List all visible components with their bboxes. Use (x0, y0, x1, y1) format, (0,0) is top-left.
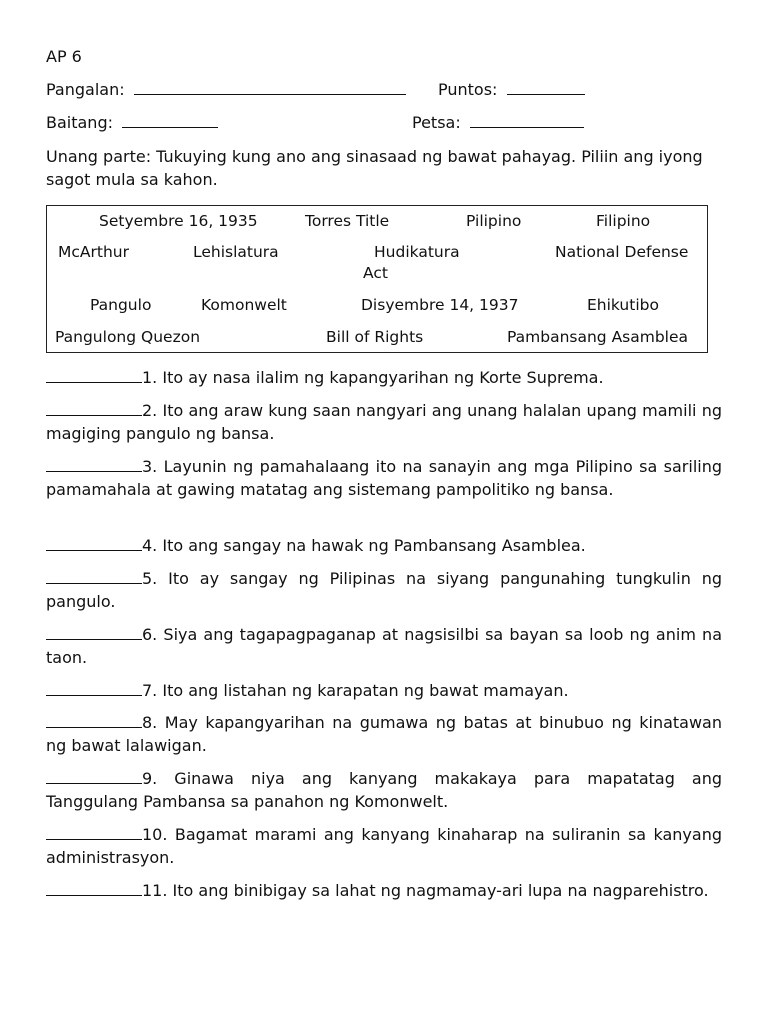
choice-item: Bill of Rights (326, 328, 424, 346)
answer-blank[interactable] (46, 624, 142, 640)
date-field[interactable] (470, 112, 584, 128)
answer-blank[interactable] (46, 880, 142, 896)
answer-blank[interactable] (46, 535, 142, 551)
answer-blank[interactable] (46, 400, 142, 416)
question-item (46, 880, 722, 903)
question-text: 3. Layunin ng pamahalaang ito na sanayin ang mga Pilipino sa sariling pamamahala at gawing matatag ang sistemang pampolitiko ng bansa. (46, 457, 722, 499)
choice-item: Lehislatura (193, 243, 279, 261)
choice-item: Pilipino (466, 212, 522, 230)
question-text: 9. Ginawa niya ang kanyang makakaya para mapatatag ang Tanggulang Pambansa sa panahon ng Komonwelt. (46, 769, 722, 811)
question-text: 11. Ito ang binibigay sa lahat ng nagmamay-ari lupa na nagparehistro. (142, 881, 709, 900)
answer-blank[interactable] (46, 712, 142, 728)
answer-blank[interactable] (46, 568, 142, 584)
answer-blank[interactable] (46, 367, 142, 383)
question-item (46, 768, 722, 813)
grade-label: Baitang: (46, 113, 113, 132)
question-text: 8. May kapangyarihan na gumawa ng batas at binubuo ng kinatawan ng bawat lalawigan. (46, 713, 722, 755)
choice-item: Ehikutibo (587, 296, 659, 314)
question-text: 6. Siya ang tagapagpaganap at nagsisilbi sa bayan sa loob ng anim na taon. (46, 625, 722, 667)
choice-item: National Defense Act (363, 243, 689, 282)
question-item (46, 400, 722, 445)
question-item (46, 367, 722, 390)
name-row (46, 79, 406, 101)
question-item (46, 535, 722, 558)
grade-field[interactable] (122, 112, 218, 128)
question-item (46, 568, 722, 613)
question-item (46, 712, 722, 757)
question-text: 5. Ito ay sangay ng Pilipinas na siyang pangunahing tungkulin ng pangulo. (46, 569, 722, 611)
choice-item: Torres Title (305, 212, 390, 230)
choice-item: Komonwelt (201, 296, 287, 314)
question-text: 10. Bagamat marami ang kanyang kinaharap na suliranin sa kanyang administrasyon. (46, 825, 722, 867)
question-item (46, 680, 722, 703)
date-row (412, 112, 584, 134)
score-field[interactable] (507, 79, 585, 95)
choice-item: Filipino (596, 212, 651, 230)
answer-blank[interactable] (46, 456, 142, 472)
choices-box (46, 205, 708, 353)
subject-title (46, 46, 82, 68)
choice-item: Pangulong Quezon (55, 328, 201, 346)
choice-item: Disyembre 14, 1937 (361, 296, 519, 314)
choice-item: Pangulo (90, 296, 152, 314)
question-item (46, 624, 722, 669)
score-row (438, 79, 585, 101)
name-field[interactable] (134, 79, 406, 95)
subject-label: AP 6 (46, 47, 82, 66)
question-item (46, 824, 722, 869)
grade-row (46, 112, 218, 134)
name-label: Pangalan: (46, 80, 125, 99)
choice-item: Setyembre 16, 1935 (99, 212, 258, 230)
answer-blank[interactable] (46, 768, 142, 784)
question-text: 4. Ito ang sangay na hawak ng Pambansang Asamblea. (142, 536, 586, 555)
answer-blank[interactable] (46, 680, 142, 696)
date-label: Petsa: (412, 113, 461, 132)
question-text: 2. Ito ang araw kung saan nangyari ang unang halalan upang mamili ng magiging pangulo ng bansa. (46, 401, 722, 443)
question-text: 7. Ito ang listahan ng karapatan ng bawat mamayan. (142, 681, 569, 700)
choice-item: McArthur (58, 243, 129, 261)
choice-item: Pambansang Asamblea (507, 328, 689, 346)
score-label: Puntos: (438, 80, 498, 99)
instructions: Unang parte: Tukuying kung ano ang sinasaad ng bawat pahayag. Piliin ang iyong sagot mula sa kahon. (46, 147, 703, 189)
answer-blank[interactable] (46, 824, 142, 840)
choice-item: Hudikatura (374, 243, 460, 261)
question-text: 1. Ito ay nasa ilalim ng kapangyarihan ng Korte Suprema. (142, 368, 604, 387)
question-item (46, 456, 722, 501)
